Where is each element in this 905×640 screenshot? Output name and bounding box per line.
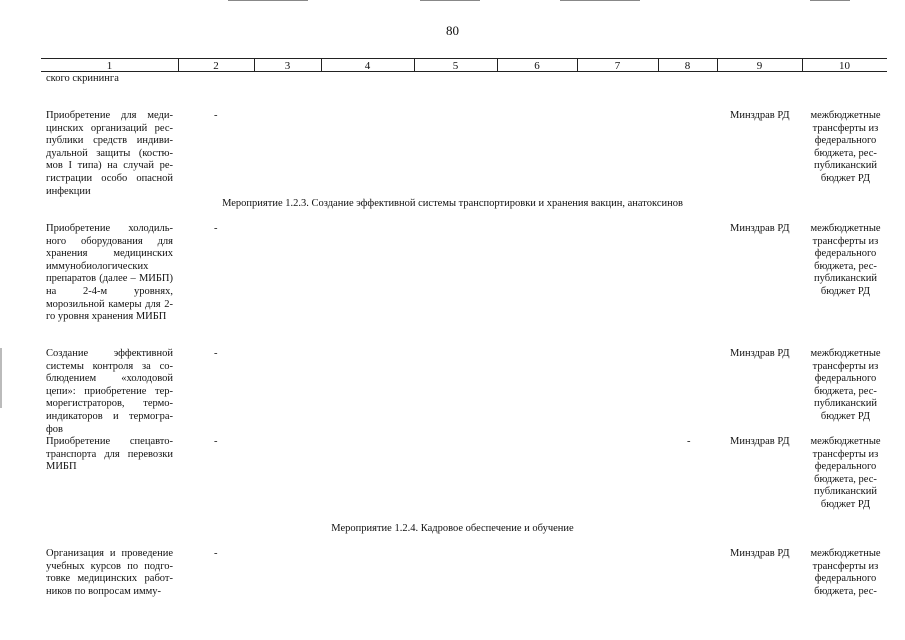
row-owner: Минздрав РД	[730, 436, 790, 447]
row-description: Организация и проведение учебных курсов по подго-товке медицинских работ-ников по вопросам имму-	[46, 548, 173, 597]
scan-mark	[228, 0, 308, 1]
row-funding: межбюджетные трансферты из федерального бюджета, рес-публиканский бюджет РД	[810, 436, 881, 510]
column-number: 8	[684, 60, 691, 72]
scan-mark	[560, 0, 640, 1]
scan-mark	[810, 0, 850, 1]
row-col2-value: -	[214, 110, 218, 121]
column-number: 9	[756, 60, 763, 72]
column-number: 6	[534, 60, 540, 72]
row-funding: межбюджетные трансферты из федерального бюджета, рес-публиканский бюджет РД	[810, 110, 881, 184]
row-col2-value: -	[214, 348, 218, 359]
row-funding: межбюджетные трансферты из федерального бюджета, рес-публиканский бюджет РД	[810, 348, 881, 422]
column-number: 5	[452, 60, 459, 72]
row-funding: межбюджетные трансферты из федерального бюджета, рес-	[810, 548, 881, 597]
scan-mark	[420, 0, 480, 1]
section-heading: Мероприятие 1.2.4. Кадровое обеспечение и обучение	[331, 523, 574, 534]
row-owner: Минздрав РД	[730, 348, 790, 359]
column-number: 7	[614, 60, 621, 72]
column-number: 1	[106, 60, 113, 72]
row-description: Приобретение спецавто-транспорта для перевозки МИБП	[46, 436, 173, 473]
column-number: 4	[364, 60, 371, 72]
table-top-border	[41, 58, 887, 59]
page-number: 80	[446, 23, 459, 38]
row-col2-value: -	[214, 223, 218, 234]
row-description: Приобретение холодиль-ного оборудования для хранения медицинских иммунобиологических препаратов (далее – МИБП) на 2-4-м уровнях, морозильной камеры для 2-го уровня хранения МИБП	[46, 223, 173, 323]
scan-mark	[0, 348, 2, 408]
column-number: 2	[213, 60, 219, 72]
row-description: Создание эффективной системы контроля за со-блюдением «холодовой цепи»: приобретение тер-морегистраторов, термо-индикаторов и термогра-фов	[46, 348, 173, 435]
column-number: 10	[839, 60, 850, 72]
row-description: Приобретение для меди-цинских организаций рес-публики средств индиви-дуальной защиты (костю-мов I типа) на случай ре-гистрации особо опасной инфекции	[46, 110, 173, 197]
row-col2-value: -	[214, 436, 218, 447]
row-owner: Минздрав РД	[730, 223, 790, 234]
row-owner: Минздрав РД	[730, 110, 790, 121]
row-owner: Минздрав РД	[730, 548, 790, 559]
continuation-text: ского скрининга	[46, 73, 119, 84]
section-heading: Мероприятие 1.2.3. Создание эффективной системы транспортировки и хранения вакцин, анатоксинов	[222, 198, 683, 209]
row-col8-value: -	[687, 436, 691, 447]
column-number: 3	[284, 60, 291, 72]
row-col2-value: -	[214, 548, 218, 559]
row-funding: межбюджетные трансферты из федерального бюджета, рес-публиканский бюджет РД	[810, 223, 881, 297]
